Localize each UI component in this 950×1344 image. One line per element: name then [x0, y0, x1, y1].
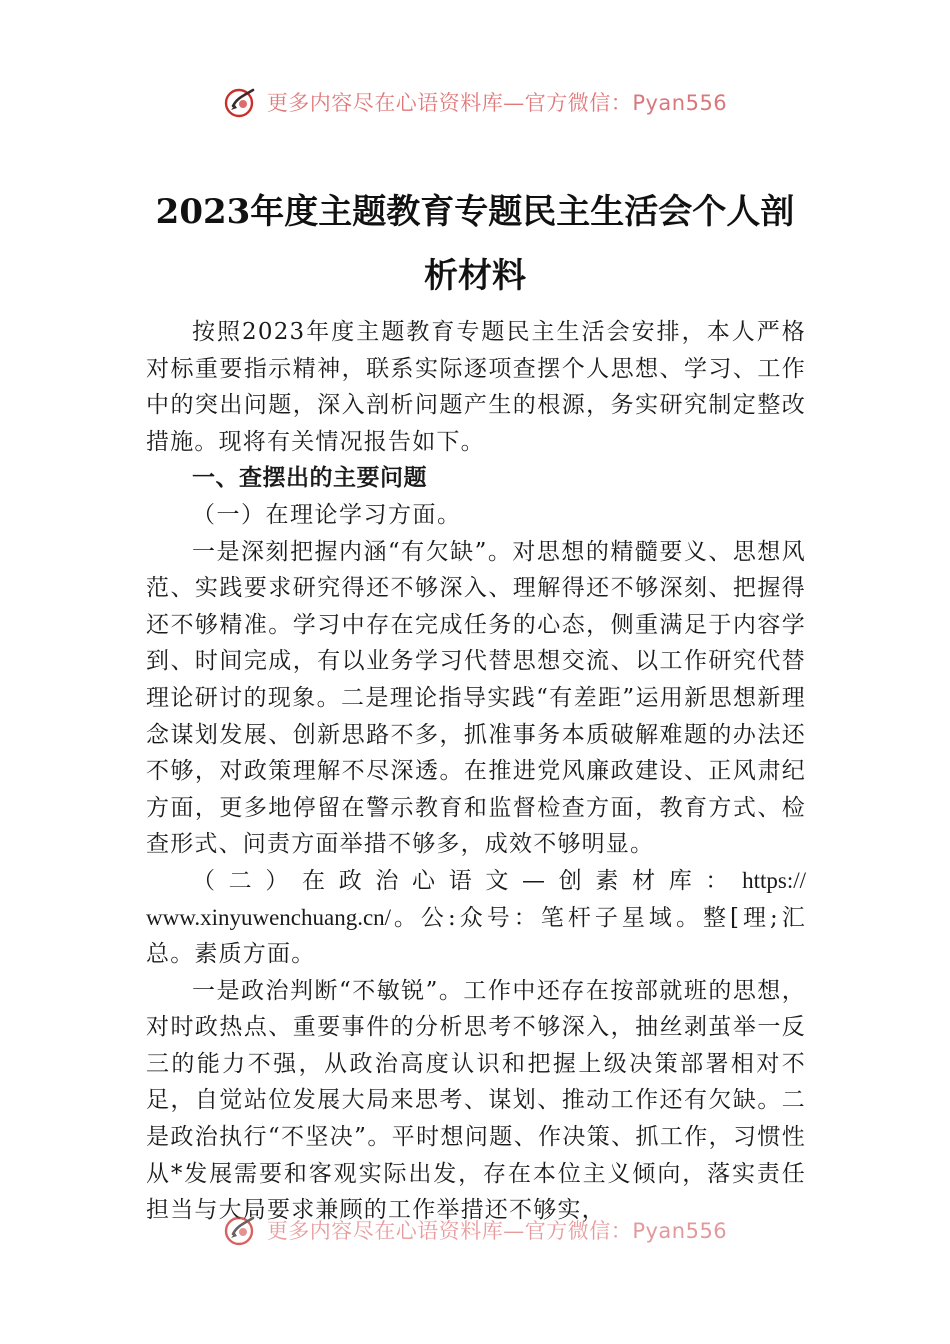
website-url-part2: www.xinyuwenchuang.cn/ — [146, 904, 392, 930]
intro-paragraph: 按照2023年度主题教育专题民主生活会安排，本人严格对标重要指示精神，联系实际逐项查摆个人思想、学习、工作中的突出问题，深入剖析问题产生的根源，务实研究制定整改措施。现将有关情况报告如下。 — [146, 319, 806, 455]
title-line-2: 析材料 — [424, 256, 526, 296]
header-watermark-banner — [0, 80, 950, 124]
section-heading-1: 一、查摆出的主要问题 — [192, 465, 427, 492]
political-quality-paragraph: 一是政治判断“不敏锐”。工作中还存在按部就班的思想，对时政热点、重要事件的分析思考不够深入，抽丝剥茧举一反三的能力不强，从政治高度认识和把握上级决策部署相对不足，自觉站位发展大局来思考、谋划、推动工作还有欠缺。二是政治执行“不坚决”。平时想问题、作决策、抓工作，习惯性从*发展需要和客观实际出发，存在本位主义倾向，落实责任担当与大局要求兼顾的工作举措还不够实， — [146, 977, 806, 1224]
website-url-part1: https:// — [742, 867, 806, 893]
theory-study-paragraph: 一是深刻把握内涵“有欠缺”。对思想的精髓要义、思想风范、实践要求研究得还不够深入、理解得还不够深刻、把握得还不够精准。学习中存在完成任务的心态，侧重满足于内容学到、时间完成，有以业务学习代替思想交流、以工作研究代替理论研讨的现象。二是理论指导实践“有差距”运用新思想新理念谋划发展、创新思路不多，抓准事务本质破解难题的办法还不够，对政策理解不尽深透。在推进党风廉政建设、正风肃纪方面，更多地停留在警示教育和监督检查方面，教育方式、检查形式、问责方面举措不够多，成效不够明显。 — [146, 538, 806, 858]
subsection-heading-2-line — [146, 863, 806, 900]
banner-slogan: 更多内容尽在心语资料库—官方微信： — [266, 1219, 633, 1243]
page-title — [130, 180, 820, 308]
banner-wechat-id: Pyan556 — [632, 91, 728, 115]
subsection-heading-2-rest — [146, 900, 806, 973]
document-body — [146, 314, 806, 1229]
pen-logo-icon — [223, 84, 259, 120]
banner-wechat-id: Pyan556 — [632, 1219, 728, 1243]
subsection-heading-2-end: 。公:众号：笔杆子星域。整[理;汇总。素质方面。 — [146, 904, 806, 968]
subsection-heading-1: （一）在理论学习方面。 — [192, 501, 462, 528]
banner-text — [267, 87, 727, 117]
banner-text — [267, 1215, 727, 1245]
footer-watermark-banner — [0, 1208, 950, 1252]
subsection-heading-2-start: （二）在政治心语文—创素材库： — [192, 867, 743, 894]
pen-logo-icon — [223, 1212, 259, 1248]
banner-slogan: 更多内容尽在心语资料库—官方微信： — [266, 91, 633, 115]
title-line-1: 2023年度主题教育专题民主生活会个人剖 — [155, 192, 795, 232]
